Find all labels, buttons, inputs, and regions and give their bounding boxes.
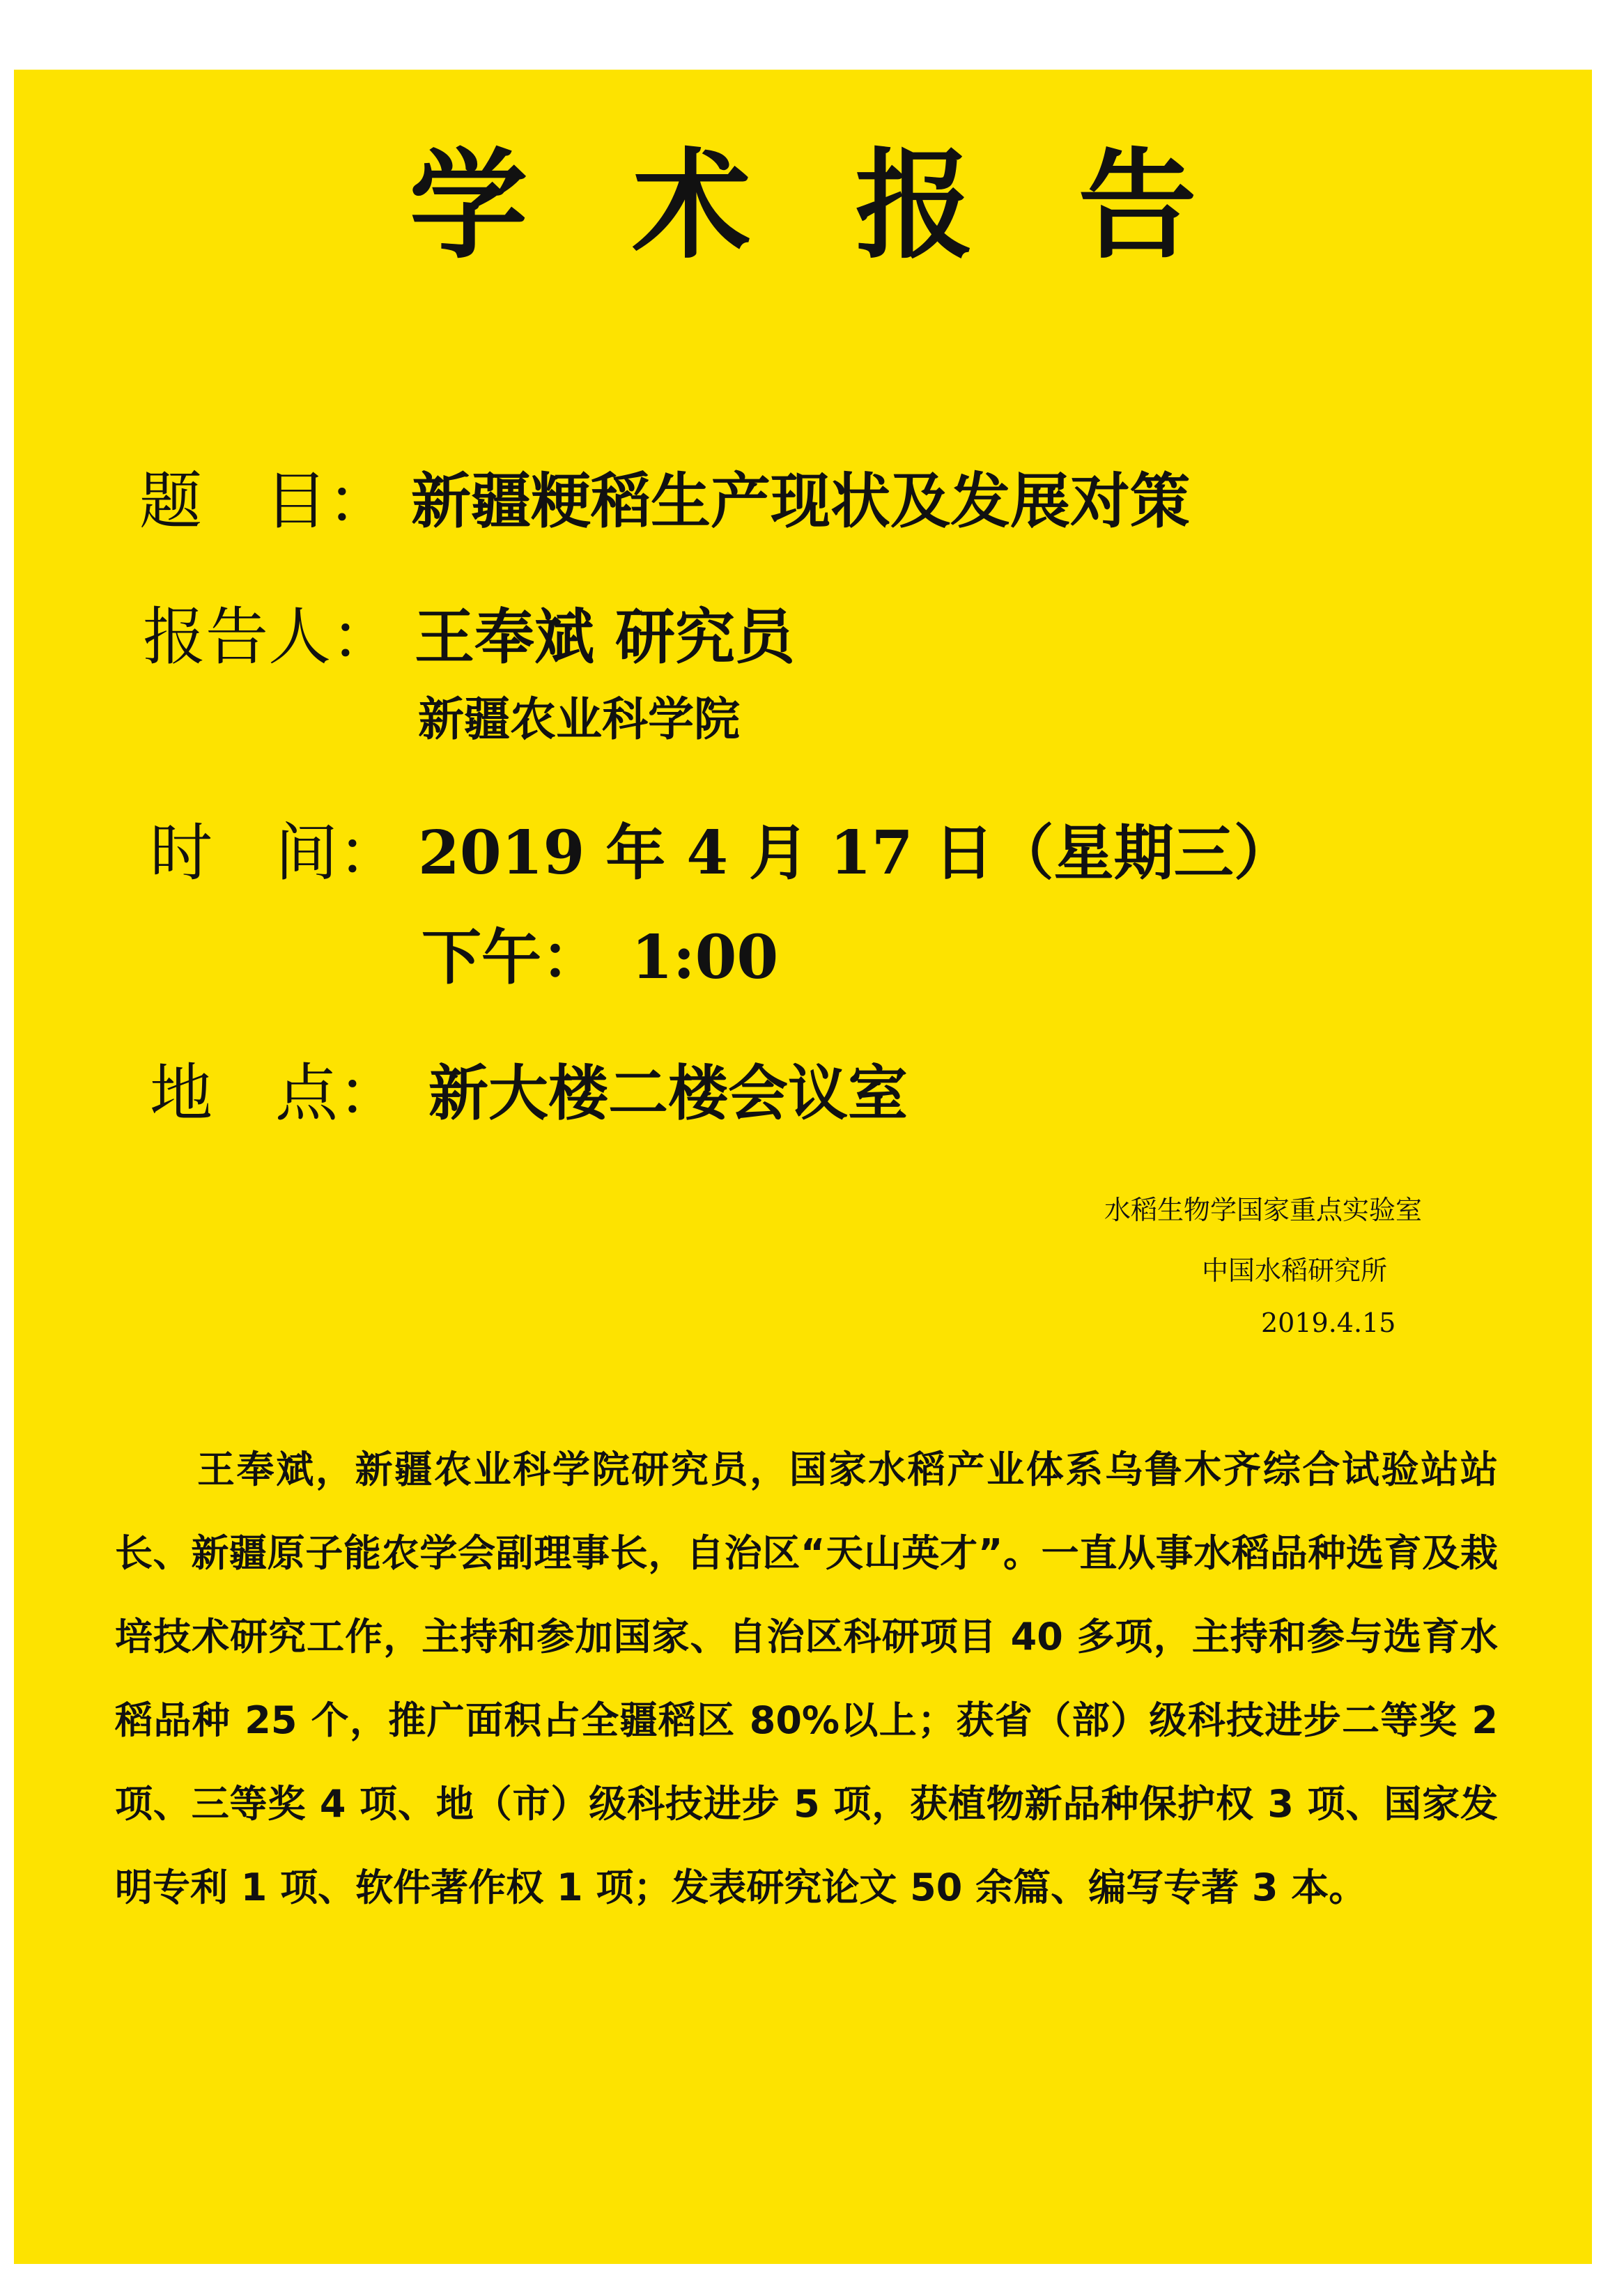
speaker-label: 报告人： (143, 600, 394, 674)
organizer-institute: 中国水稻研究所 (1202, 1255, 1388, 1286)
location-label: 地 点： (150, 1057, 401, 1130)
time-label: 时 间： (150, 816, 401, 890)
notice-date: 2019.4.15 (1261, 1308, 1396, 1338)
location-value: 新大楼二楼会议室 (428, 1059, 908, 1128)
organizer-lab: 水稻生物学国家重点实验室 (1104, 1195, 1423, 1225)
speaker-affiliation: 新疆农业科学院 (418, 692, 740, 746)
time-clock: 下午： 1:00 (422, 922, 779, 993)
seminar-poster (14, 70, 1592, 2264)
topic-label: 题 目： (139, 465, 390, 538)
time-date: 2019 年 4 月 17 日（星期三） (418, 818, 1294, 888)
topic-value: 新疆粳稻生产现状及发展对策 (411, 467, 1190, 536)
poster-title: 学术报告 (409, 136, 1301, 275)
speaker-bio: 王奉斌，新疆农业科学院研究员，国家水稻产业体系乌鲁木齐综合试验站站长、新疆原子能农学会副理事长，自治区“天山英才”。一直从事水稻品种选育及栽培技术研究工作，主持和参加国家、自治区科研项目 40 多项，主持和参与选育水稻品种 25 个，推广面积占全疆稻区 80%以上；获省（部）级科技进步二等奖 2 项、三等奖 4 项、地（市）级科技进步 5 项，获植物新品种保护权 3 项、国家发明专利 1 项、软件著作权 1 项；发表研究论文 50 余篇、编写专著 3 本。 (115, 1448, 1498, 1909)
speaker-name: 王奉斌 研究员 (415, 603, 795, 672)
